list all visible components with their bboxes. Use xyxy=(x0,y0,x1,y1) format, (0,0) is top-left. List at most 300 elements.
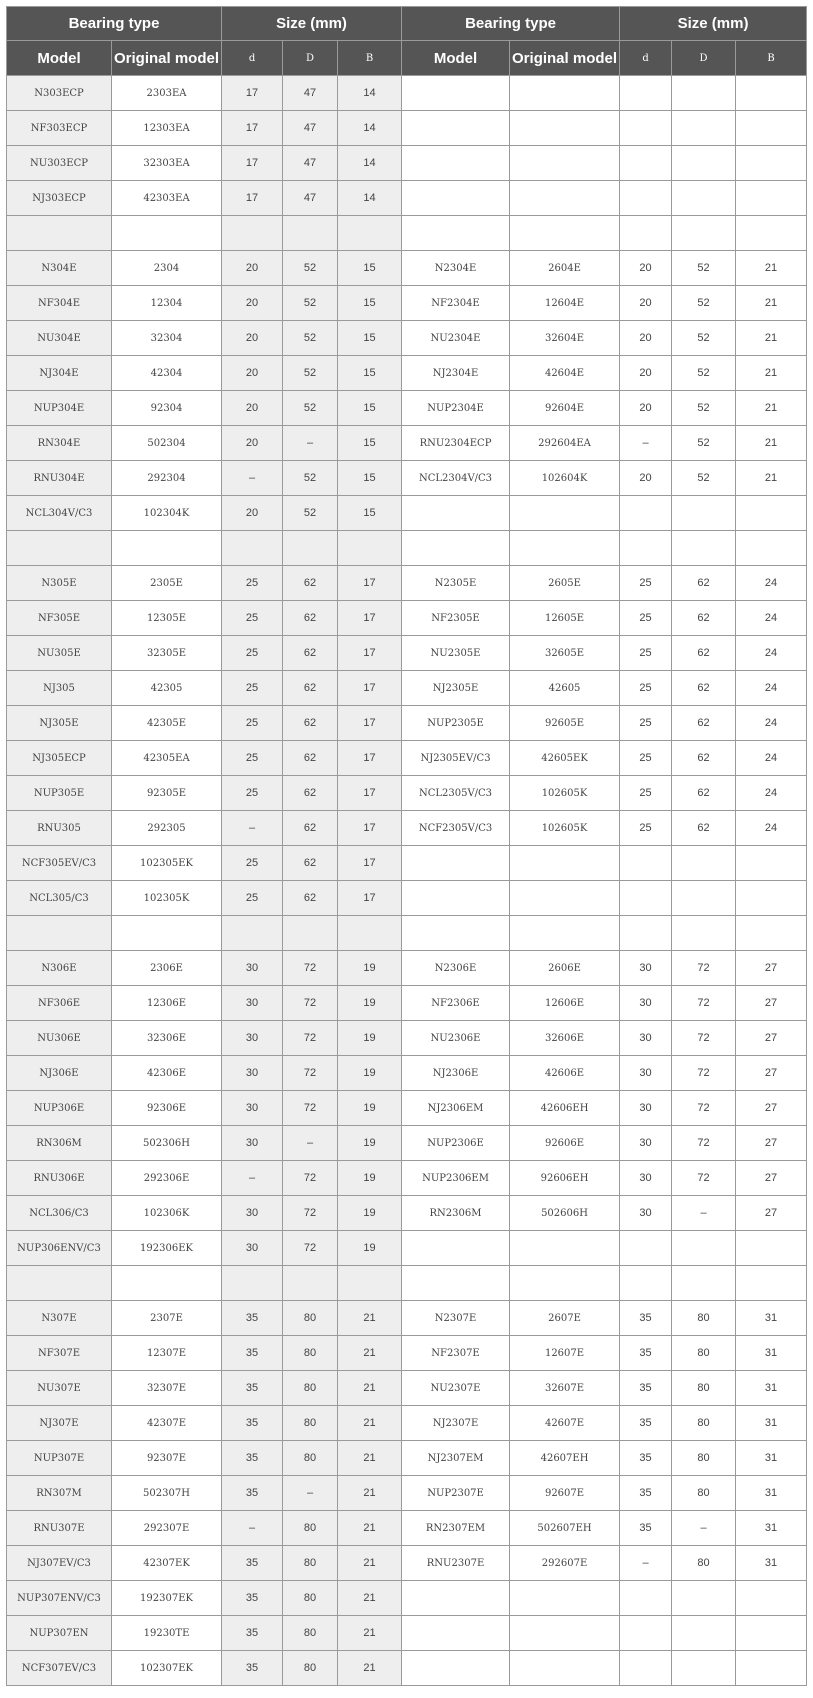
left-original-model-cell: 102306K xyxy=(112,1196,222,1231)
right-b-cell: 31 xyxy=(736,1301,807,1336)
left-d-cell: 25 xyxy=(222,846,283,881)
right-model-cell xyxy=(402,531,510,566)
left-d-cell: 30 xyxy=(222,1126,283,1161)
left-b-cell: 21 xyxy=(338,1301,402,1336)
right-original-model-cell: 12605E xyxy=(510,601,620,636)
right-original-model-cell: 12607E xyxy=(510,1336,620,1371)
right-big-d-cell: 52 xyxy=(672,251,736,286)
table-row xyxy=(7,1336,807,1371)
right-big-d-cell: 72 xyxy=(672,986,736,1021)
right-big-d-cell: 52 xyxy=(672,426,736,461)
left-original-model-cell: 12304 xyxy=(112,286,222,321)
right-original-model-cell xyxy=(510,1651,620,1686)
right-model-cell: NUP2305E xyxy=(402,706,510,741)
table-row xyxy=(7,461,807,496)
right-d-cell xyxy=(620,1616,672,1651)
right-d-cell: 30 xyxy=(620,1161,672,1196)
right-big-d-cell xyxy=(672,181,736,216)
table-row xyxy=(7,846,807,881)
right-d-cell: 30 xyxy=(620,1021,672,1056)
right-big-d-cell xyxy=(672,76,736,111)
right-b-cell: 24 xyxy=(736,776,807,811)
right-b-cell: 21 xyxy=(736,356,807,391)
left-big-d-cell: 80 xyxy=(283,1511,338,1546)
left-original-model-cell: 502307H xyxy=(112,1476,222,1511)
left-original-model-cell: 42307E xyxy=(112,1406,222,1441)
right-big-d-cell: – xyxy=(672,1511,736,1546)
left-b-cell: 19 xyxy=(338,951,402,986)
left-d-cell: 35 xyxy=(222,1616,283,1651)
left-model-cell: NCF305EV/C3 xyxy=(7,846,112,881)
left-original-model-cell xyxy=(112,216,222,251)
table-row xyxy=(7,356,807,391)
right-b-cell: 31 xyxy=(736,1476,807,1511)
left-d-cell: 25 xyxy=(222,566,283,601)
right-original-model-cell xyxy=(510,1231,620,1266)
d-header-right: d xyxy=(620,41,672,76)
right-b-cell: 27 xyxy=(736,1196,807,1231)
table-row xyxy=(7,986,807,1021)
right-b-cell: 31 xyxy=(736,1406,807,1441)
left-original-model-cell: 2306E xyxy=(112,951,222,986)
right-b-cell: 21 xyxy=(736,251,807,286)
left-model-cell: RNU304E xyxy=(7,461,112,496)
left-b-cell: 17 xyxy=(338,636,402,671)
left-big-d-cell: 62 xyxy=(283,566,338,601)
right-original-model-cell: 502606H xyxy=(510,1196,620,1231)
left-big-d-cell: 62 xyxy=(283,741,338,776)
left-d-cell: 35 xyxy=(222,1406,283,1441)
left-b-cell: 15 xyxy=(338,356,402,391)
left-big-d-cell: 52 xyxy=(283,286,338,321)
left-d-cell: 25 xyxy=(222,706,283,741)
right-original-model-cell: 92607E xyxy=(510,1476,620,1511)
left-original-model-cell: 502304 xyxy=(112,426,222,461)
header-row-1 xyxy=(7,7,807,41)
right-big-d-cell xyxy=(672,216,736,251)
left-big-d-cell: 52 xyxy=(283,251,338,286)
left-d-cell: 30 xyxy=(222,1091,283,1126)
right-d-cell: 35 xyxy=(620,1336,672,1371)
right-big-d-cell xyxy=(672,1616,736,1651)
left-original-model-cell: 502306H xyxy=(112,1126,222,1161)
right-original-model-cell xyxy=(510,1616,620,1651)
left-big-d-cell: 62 xyxy=(283,776,338,811)
left-model-cell: NF303ECP xyxy=(7,111,112,146)
left-d-cell: 17 xyxy=(222,181,283,216)
table-row xyxy=(7,76,807,111)
right-original-model-cell xyxy=(510,76,620,111)
table-row xyxy=(7,426,807,461)
left-b-cell: 19 xyxy=(338,1021,402,1056)
right-original-model-cell: 502607EH xyxy=(510,1511,620,1546)
left-b-cell: 19 xyxy=(338,1231,402,1266)
right-big-d-cell: 52 xyxy=(672,391,736,426)
right-model-cell xyxy=(402,881,510,916)
table-row xyxy=(7,1056,807,1091)
left-d-cell: 20 xyxy=(222,426,283,461)
right-model-cell: NU2306E xyxy=(402,1021,510,1056)
table-row xyxy=(7,111,807,146)
left-d-cell: 25 xyxy=(222,741,283,776)
right-d-cell xyxy=(620,1231,672,1266)
left-model-cell xyxy=(7,216,112,251)
table-row xyxy=(7,391,807,426)
right-big-d-cell: 62 xyxy=(672,566,736,601)
left-model-cell: NUP307ENV/C3 xyxy=(7,1581,112,1616)
left-b-cell xyxy=(338,916,402,951)
bearing-type-header-left: Bearing type xyxy=(7,7,222,41)
right-b-cell xyxy=(736,1616,807,1651)
left-model-cell: NJ305E xyxy=(7,706,112,741)
right-big-d-cell: 80 xyxy=(672,1476,736,1511)
right-b-cell: 31 xyxy=(736,1336,807,1371)
right-d-cell xyxy=(620,881,672,916)
right-original-model-cell: 102604K xyxy=(510,461,620,496)
left-big-d-cell: 47 xyxy=(283,146,338,181)
left-model-cell: NJ305 xyxy=(7,671,112,706)
right-original-model-cell: 42606EH xyxy=(510,1091,620,1126)
left-model-cell: NU306E xyxy=(7,1021,112,1056)
right-original-model-cell: 12604E xyxy=(510,286,620,321)
right-model-cell: N2305E xyxy=(402,566,510,601)
right-big-d-cell: – xyxy=(672,1196,736,1231)
left-original-model-cell: 32305E xyxy=(112,636,222,671)
left-b-cell: 21 xyxy=(338,1476,402,1511)
right-model-cell: NCL2304V/C3 xyxy=(402,461,510,496)
left-d-cell xyxy=(222,531,283,566)
right-d-cell xyxy=(620,496,672,531)
table-row xyxy=(7,601,807,636)
left-big-d-cell: 80 xyxy=(283,1581,338,1616)
right-original-model-cell: 2606E xyxy=(510,951,620,986)
right-model-cell xyxy=(402,146,510,181)
left-big-d-cell: – xyxy=(283,1126,338,1161)
table-row xyxy=(7,181,807,216)
left-b-cell: 17 xyxy=(338,706,402,741)
right-big-d-cell: 80 xyxy=(672,1406,736,1441)
left-d-cell: 30 xyxy=(222,1021,283,1056)
right-original-model-cell: 42605EK xyxy=(510,741,620,776)
right-model-cell: NU2307E xyxy=(402,1371,510,1406)
right-b-cell xyxy=(736,76,807,111)
left-model-cell: NUP307E xyxy=(7,1441,112,1476)
right-model-cell: RNU2307E xyxy=(402,1546,510,1581)
right-big-d-cell xyxy=(672,146,736,181)
table-row xyxy=(7,1371,807,1406)
right-model-cell xyxy=(402,1266,510,1301)
d-header-left: d xyxy=(222,41,283,76)
left-model-cell: NU303ECP xyxy=(7,146,112,181)
left-original-model-cell: 292306E xyxy=(112,1161,222,1196)
right-d-cell xyxy=(620,916,672,951)
right-d-cell xyxy=(620,1651,672,1686)
left-model-cell: NJ304E xyxy=(7,356,112,391)
left-b-cell: 17 xyxy=(338,811,402,846)
right-big-d-cell: 72 xyxy=(672,1126,736,1161)
left-model-cell: NU304E xyxy=(7,321,112,356)
right-b-cell xyxy=(736,146,807,181)
left-b-cell xyxy=(338,216,402,251)
right-big-d-cell xyxy=(672,1581,736,1616)
right-d-cell: 20 xyxy=(620,391,672,426)
table-row xyxy=(7,951,807,986)
right-model-cell: NJ2307E xyxy=(402,1406,510,1441)
left-model-cell xyxy=(7,1266,112,1301)
left-b-cell xyxy=(338,1266,402,1301)
right-b-cell: 21 xyxy=(736,286,807,321)
left-model-cell: NUP306ENV/C3 xyxy=(7,1231,112,1266)
right-d-cell: 20 xyxy=(620,286,672,321)
left-model-cell: NU307E xyxy=(7,1371,112,1406)
left-original-model-cell: 102305K xyxy=(112,881,222,916)
left-b-cell: 15 xyxy=(338,321,402,356)
right-big-d-cell: 80 xyxy=(672,1441,736,1476)
left-original-model-cell: 42305E xyxy=(112,706,222,741)
left-b-cell xyxy=(338,531,402,566)
right-d-cell: 20 xyxy=(620,356,672,391)
left-original-model-cell: 12307E xyxy=(112,1336,222,1371)
left-b-cell: 17 xyxy=(338,671,402,706)
left-b-cell: 21 xyxy=(338,1616,402,1651)
right-original-model-cell xyxy=(510,846,620,881)
left-d-cell: 30 xyxy=(222,1056,283,1091)
left-model-cell: NF305E xyxy=(7,601,112,636)
right-d-cell: 20 xyxy=(620,321,672,356)
left-d-cell: 35 xyxy=(222,1371,283,1406)
right-b-cell: 27 xyxy=(736,1056,807,1091)
table-row xyxy=(7,916,807,951)
left-b-cell: 21 xyxy=(338,1336,402,1371)
right-model-cell: NJ2306EM xyxy=(402,1091,510,1126)
right-d-cell xyxy=(620,846,672,881)
right-b-cell: 27 xyxy=(736,1021,807,1056)
model-header-right: Model xyxy=(402,41,510,76)
left-b-cell: 21 xyxy=(338,1581,402,1616)
right-original-model-cell: 2605E xyxy=(510,566,620,601)
left-model-cell: NUP306E xyxy=(7,1091,112,1126)
left-big-d-cell: 52 xyxy=(283,356,338,391)
left-model-cell: RN304E xyxy=(7,426,112,461)
table-row xyxy=(7,566,807,601)
left-b-cell: 19 xyxy=(338,1161,402,1196)
left-b-cell: 21 xyxy=(338,1441,402,1476)
left-original-model-cell: 102307EK xyxy=(112,1651,222,1686)
right-d-cell: 25 xyxy=(620,671,672,706)
right-big-d-cell: 62 xyxy=(672,776,736,811)
left-d-cell: 35 xyxy=(222,1546,283,1581)
left-b-cell: 19 xyxy=(338,1056,402,1091)
table-row xyxy=(7,251,807,286)
left-model-cell: N306E xyxy=(7,951,112,986)
table-row xyxy=(7,1196,807,1231)
right-d-cell: – xyxy=(620,1546,672,1581)
right-original-model-cell: 2607E xyxy=(510,1301,620,1336)
left-b-cell: 21 xyxy=(338,1406,402,1441)
left-d-cell: 25 xyxy=(222,671,283,706)
table-row xyxy=(7,1441,807,1476)
original-model-header-right: Original model xyxy=(510,41,620,76)
right-model-cell xyxy=(402,1651,510,1686)
right-model-cell xyxy=(402,496,510,531)
right-big-d-cell: 80 xyxy=(672,1371,736,1406)
left-d-cell: – xyxy=(222,461,283,496)
left-original-model-cell: 32306E xyxy=(112,1021,222,1056)
right-b-cell: 24 xyxy=(736,671,807,706)
left-big-d-cell: 80 xyxy=(283,1616,338,1651)
left-d-cell: 17 xyxy=(222,76,283,111)
right-big-d-cell: 72 xyxy=(672,1021,736,1056)
left-d-cell: 30 xyxy=(222,986,283,1021)
right-model-cell: NUP2307E xyxy=(402,1476,510,1511)
left-original-model-cell: 42307EK xyxy=(112,1546,222,1581)
left-model-cell: NCL304V/C3 xyxy=(7,496,112,531)
left-big-d-cell: 62 xyxy=(283,636,338,671)
left-original-model-cell: 12306E xyxy=(112,986,222,1021)
right-d-cell xyxy=(620,111,672,146)
right-big-d-cell: 62 xyxy=(672,671,736,706)
right-big-d-cell: 72 xyxy=(672,1056,736,1091)
right-big-d-cell: 72 xyxy=(672,951,736,986)
right-big-d-cell xyxy=(672,846,736,881)
left-b-cell: 17 xyxy=(338,601,402,636)
table-row xyxy=(7,671,807,706)
bearing-table-container xyxy=(6,6,807,1686)
table-body xyxy=(7,76,807,1686)
right-model-cell: NCF2305V/C3 xyxy=(402,811,510,846)
left-model-cell: NU305E xyxy=(7,636,112,671)
left-original-model-cell: 2303EA xyxy=(112,76,222,111)
right-original-model-cell: 42607E xyxy=(510,1406,620,1441)
right-big-d-cell: 62 xyxy=(672,601,736,636)
right-d-cell xyxy=(620,181,672,216)
left-b-cell: 14 xyxy=(338,111,402,146)
left-b-cell: 19 xyxy=(338,986,402,1021)
right-model-cell: NF2307E xyxy=(402,1336,510,1371)
right-model-cell xyxy=(402,111,510,146)
left-big-d-cell xyxy=(283,916,338,951)
left-model-cell: RNU307E xyxy=(7,1511,112,1546)
b-header-left: B xyxy=(338,41,402,76)
left-d-cell: 25 xyxy=(222,601,283,636)
right-d-cell: 25 xyxy=(620,636,672,671)
right-original-model-cell: 32607E xyxy=(510,1371,620,1406)
original-model-header-left: Original model xyxy=(112,41,222,76)
right-original-model-cell: 292604EA xyxy=(510,426,620,461)
left-original-model-cell: 32304 xyxy=(112,321,222,356)
right-d-cell: 35 xyxy=(620,1406,672,1441)
left-d-cell xyxy=(222,916,283,951)
right-model-cell xyxy=(402,1231,510,1266)
left-big-d-cell: 80 xyxy=(283,1406,338,1441)
left-model-cell: NUP304E xyxy=(7,391,112,426)
left-d-cell: 35 xyxy=(222,1336,283,1371)
table-row xyxy=(7,1091,807,1126)
left-b-cell: 21 xyxy=(338,1546,402,1581)
left-original-model-cell: 2305E xyxy=(112,566,222,601)
right-original-model-cell: 42607EH xyxy=(510,1441,620,1476)
right-d-cell: 35 xyxy=(620,1441,672,1476)
left-model-cell: N303ECP xyxy=(7,76,112,111)
left-original-model-cell xyxy=(112,916,222,951)
left-big-d-cell: 52 xyxy=(283,461,338,496)
right-original-model-cell: 42604E xyxy=(510,356,620,391)
table-row xyxy=(7,1266,807,1301)
right-b-cell xyxy=(736,496,807,531)
right-original-model-cell xyxy=(510,1266,620,1301)
left-big-d-cell: 72 xyxy=(283,1021,338,1056)
right-d-cell: 30 xyxy=(620,951,672,986)
table-row xyxy=(7,146,807,181)
table-row xyxy=(7,636,807,671)
right-d-cell xyxy=(620,216,672,251)
right-b-cell: 21 xyxy=(736,321,807,356)
right-big-d-cell: 52 xyxy=(672,356,736,391)
model-header-left: Model xyxy=(7,41,112,76)
left-b-cell: 14 xyxy=(338,76,402,111)
right-model-cell: NUP2306EM xyxy=(402,1161,510,1196)
right-model-cell: RN2306M xyxy=(402,1196,510,1231)
left-model-cell: NUP305E xyxy=(7,776,112,811)
left-d-cell: 35 xyxy=(222,1301,283,1336)
right-original-model-cell xyxy=(510,146,620,181)
left-big-d-cell: 47 xyxy=(283,111,338,146)
left-big-d-cell: 72 xyxy=(283,1231,338,1266)
right-b-cell: 27 xyxy=(736,986,807,1021)
right-original-model-cell: 92606E xyxy=(510,1126,620,1161)
big-d-header-right: D xyxy=(672,41,736,76)
left-original-model-cell: 12305E xyxy=(112,601,222,636)
right-d-cell: 30 xyxy=(620,1126,672,1161)
table-row xyxy=(7,1231,807,1266)
left-original-model-cell: 292305 xyxy=(112,811,222,846)
left-original-model-cell: 192307EK xyxy=(112,1581,222,1616)
left-b-cell: 15 xyxy=(338,461,402,496)
left-big-d-cell: 72 xyxy=(283,1161,338,1196)
right-b-cell: 24 xyxy=(736,601,807,636)
left-b-cell: 21 xyxy=(338,1511,402,1546)
left-original-model-cell: 2307E xyxy=(112,1301,222,1336)
right-b-cell xyxy=(736,111,807,146)
left-d-cell: 20 xyxy=(222,321,283,356)
right-big-d-cell: 52 xyxy=(672,286,736,321)
left-b-cell: 14 xyxy=(338,146,402,181)
bearing-table xyxy=(6,6,807,1686)
right-d-cell: 30 xyxy=(620,1196,672,1231)
right-b-cell: 31 xyxy=(736,1371,807,1406)
table-row xyxy=(7,741,807,776)
right-model-cell xyxy=(402,181,510,216)
right-original-model-cell: 92605E xyxy=(510,706,620,741)
left-b-cell: 15 xyxy=(338,426,402,461)
right-d-cell xyxy=(620,531,672,566)
right-model-cell: NF2305E xyxy=(402,601,510,636)
table-row xyxy=(7,1511,807,1546)
left-big-d-cell: – xyxy=(283,426,338,461)
right-b-cell: 27 xyxy=(736,951,807,986)
table-row xyxy=(7,1161,807,1196)
right-original-model-cell: 42606E xyxy=(510,1056,620,1091)
left-big-d-cell: 52 xyxy=(283,496,338,531)
left-b-cell: 15 xyxy=(338,391,402,426)
right-big-d-cell: 72 xyxy=(672,1091,736,1126)
right-model-cell: NUP2304E xyxy=(402,391,510,426)
right-d-cell: 30 xyxy=(620,1056,672,1091)
right-original-model-cell xyxy=(510,496,620,531)
left-big-d-cell: 47 xyxy=(283,76,338,111)
right-b-cell: 27 xyxy=(736,1126,807,1161)
left-d-cell: – xyxy=(222,811,283,846)
